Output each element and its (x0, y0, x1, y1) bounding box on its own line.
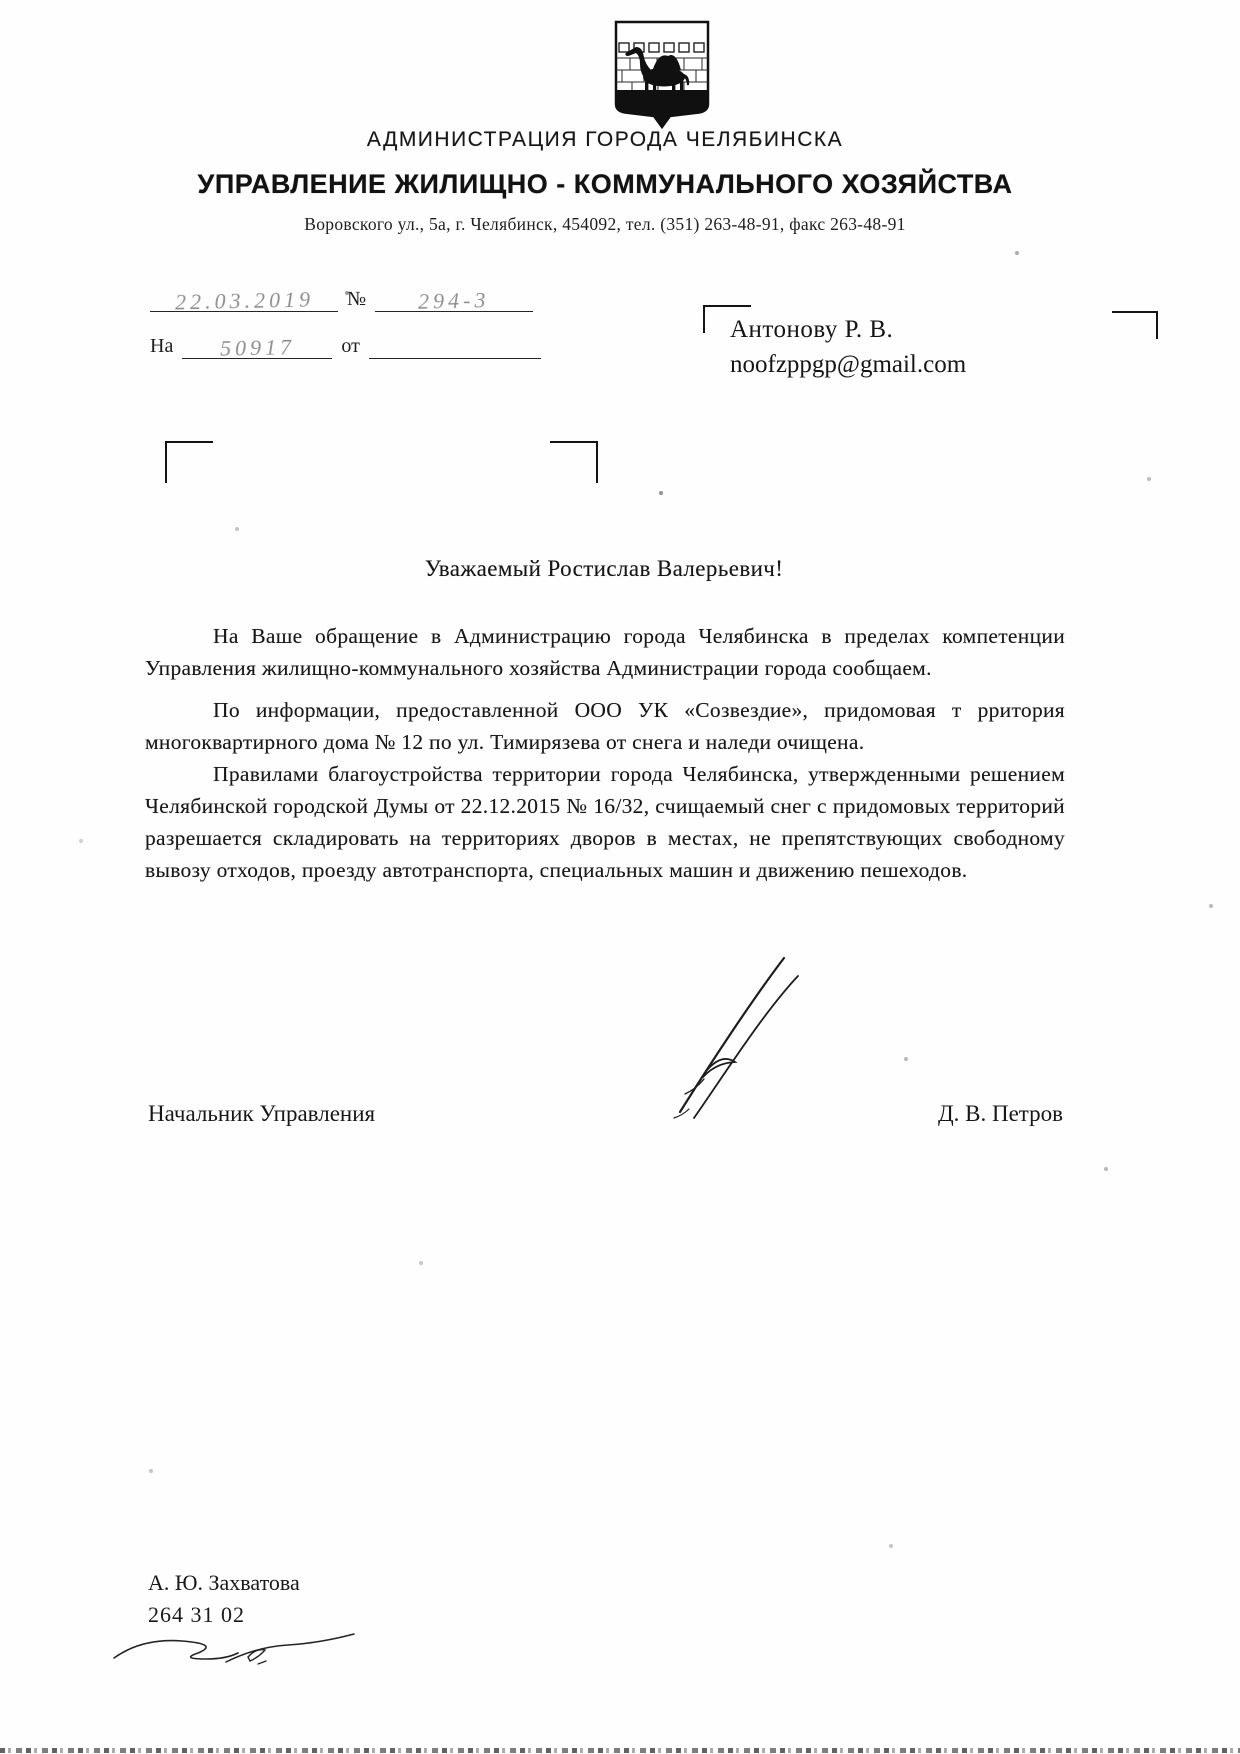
organization-address: Воровского ул., 5а, г. Челябинск, 454092, тел. (351) 263-48-91, факс 263-48-91 (304, 214, 906, 234)
department-name: УПРАВЛЕНИЕ ЖИЛИЩНО - КОММУНАЛЬНОГО ХОЗЯЙСТВА (197, 169, 1013, 199)
scan-noise (0, 0, 2, 2)
body-paragraph: По информации, предоставленной ООО УК «Созвездие», придомовая т рритория многоквартирного дома № 12 по ул. Тимирязева от снега и наледи очищена. (145, 698, 1065, 754)
ot-label: от (341, 335, 360, 357)
handwritten-incoming-number: 50917 (219, 334, 296, 361)
body-paragraph: На Ваше обращение в Администрацию города Челябинска в пределах компетенции Управления жилищно-коммунального хозяйства Администрации города сообщаем. (145, 624, 1065, 680)
date-field (150, 282, 338, 315)
director-signature (652, 942, 847, 1127)
executor-name: А. Ю. Захватова (148, 1570, 300, 1595)
recipient-name: Антонову Р. В. (730, 316, 894, 343)
body-paragraph: Правилами благоустройства территории города Челябинска, утвержденными решением Челябинской городской Думы от 22.12.2015 № 16/32, счищаемый снег с придомовых территорий разрешается складировать на территориях дворов в местах, не препятствующих свободному вывозу отходов, проезду автотранспорта, специальных машин и движению пешеходов. (145, 762, 1065, 882)
address-corner-mark-right (550, 441, 598, 483)
salutation: Уважаемый Ростислав Валерьевич! (424, 556, 784, 581)
signer-name: Д. В. Петров (937, 1101, 1063, 1126)
date-number-row (150, 282, 590, 315)
executor-signature (108, 1628, 363, 1676)
reference-block (150, 282, 590, 359)
scan-edge-artifact (0, 1748, 1240, 1753)
coat-of-arms-icon (612, 18, 712, 130)
handwritten-number: 294-3 (418, 287, 491, 314)
incoming-date-field (369, 329, 541, 359)
executor-phone: 264 31 02 (148, 1602, 245, 1627)
na-label: На (150, 335, 174, 357)
handwritten-date: 22.03.2019 (174, 286, 314, 315)
signer-position: Начальник Управления (148, 1101, 376, 1126)
number-field (375, 282, 533, 312)
address-corner-mark-left (165, 441, 213, 483)
organization-name: АДМИНИСТРАЦИЯ ГОРОДА ЧЕЛЯБИНСКА (366, 128, 844, 151)
recipient-email: noofzppgp@gmail.com (730, 351, 967, 378)
recipient-corner-mark-right (1112, 311, 1158, 339)
incoming-reference-row (150, 329, 590, 359)
number-label: № (347, 288, 367, 310)
letter-body (145, 620, 1065, 886)
incoming-number-field (182, 329, 332, 359)
